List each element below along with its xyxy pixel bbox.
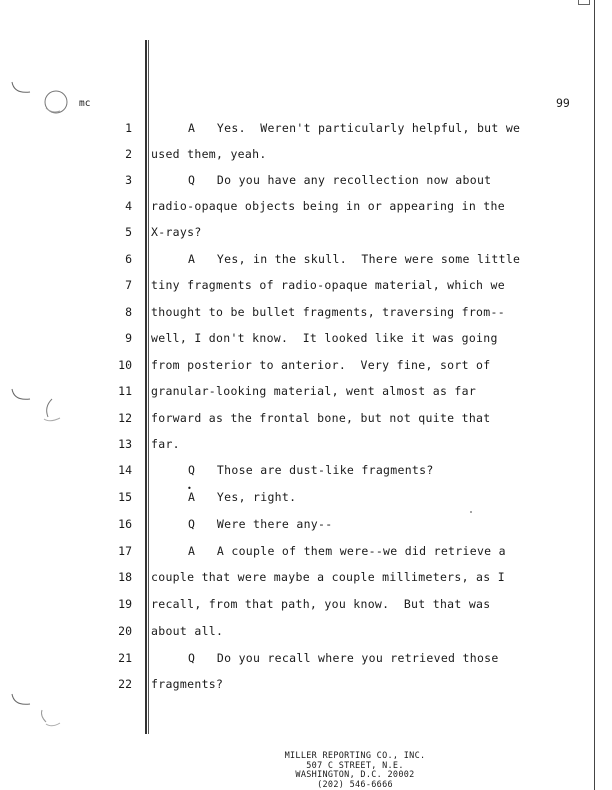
transcript-line: A Yes. Weren't particularly helpful, but we [188,121,521,135]
line-number: 4 [125,199,132,213]
line-number: 7 [125,278,132,292]
punch-hole-mark-middle [8,385,68,430]
footer-company-name: MILLER REPORTING CO., INC. [284,751,426,761]
right-margin-rule [594,0,595,790]
transcript-line: tiny fragments of radio-opaque material, which we [151,278,505,292]
line-number: 9 [125,331,132,345]
transcript-line: fragments? [151,677,224,691]
line-number: 12 [118,411,132,425]
line-number: 1 [125,121,132,135]
line-number: 22 [118,677,132,691]
line-number: 17 [118,544,132,558]
transcript-line: A Yes, right. [188,490,297,504]
transcript-line: about all. [151,624,224,638]
transcript-line: granular-looking material, went almost as far [151,384,477,398]
transcript-line: Q Those are dust-like fragments? [188,463,434,477]
punch-hole-mark-bottom [8,690,68,735]
footer-city: WASHINGTON, D.C. 20002 [295,770,415,780]
transcript-line: from posterior to anterior. Very fine, sort of [151,358,491,372]
page-edge-mark [578,0,590,5]
footer-street: 507 C STREET, N.E. [306,760,404,771]
transcript-line: radio-opaque objects being in or appearing in the [151,199,505,213]
transcript-line: A A couple of them were--we did retrieve a [188,544,506,558]
reporter-initials: mc [79,98,91,109]
left-margin-rule-inner [148,40,149,734]
line-number: 3 [125,173,132,187]
line-number: 18 [118,570,132,584]
line-number: 10 [118,358,132,372]
line-number: 6 [125,252,132,266]
transcript-line: Q Do you recall where you retrieved those [188,651,499,665]
transcript-line: forward as the frontal bone, but not quite that [151,411,491,425]
transcript-line: Q Do you have any recollection now about [188,173,492,187]
punch-hole-mark-top [8,78,68,118]
stray-speck [470,511,472,513]
transcript-line: X-rays? [151,225,202,239]
transcript-line: thought to be bullet fragments, traversing from-- [151,305,505,319]
line-number: 21 [118,651,132,665]
transcript-line: A Yes, in the skull. There were some little [188,252,521,266]
line-number: 16 [118,517,132,531]
transcript-line: used them, yeah. [151,147,267,161]
transcript-line: well, I don't know. It looked like it was going [151,331,498,345]
line-number: 15 [118,490,132,504]
left-margin-rule [145,40,147,734]
reporting-company-footer [230,752,480,790]
line-number: 5 [125,225,132,239]
transcript-line: far. [151,437,180,451]
line-number: 14 [118,463,132,477]
line-number: 19 [118,597,132,611]
page-number: 99 [556,96,570,110]
transcript-line: recall, from that path, you know. But that was [151,597,491,611]
line-number: 13 [118,437,132,451]
stray-mark: • [187,484,192,493]
line-number: 8 [125,305,132,319]
transcript-line: couple that were maybe a couple millimeters, as I [151,570,505,584]
transcript-line: Q Were there any-- [188,517,333,531]
footer-phone: (202) 546-6666 [317,779,393,790]
line-number: 20 [118,624,132,638]
line-number: 2 [125,147,132,161]
line-number: 11 [118,384,132,398]
